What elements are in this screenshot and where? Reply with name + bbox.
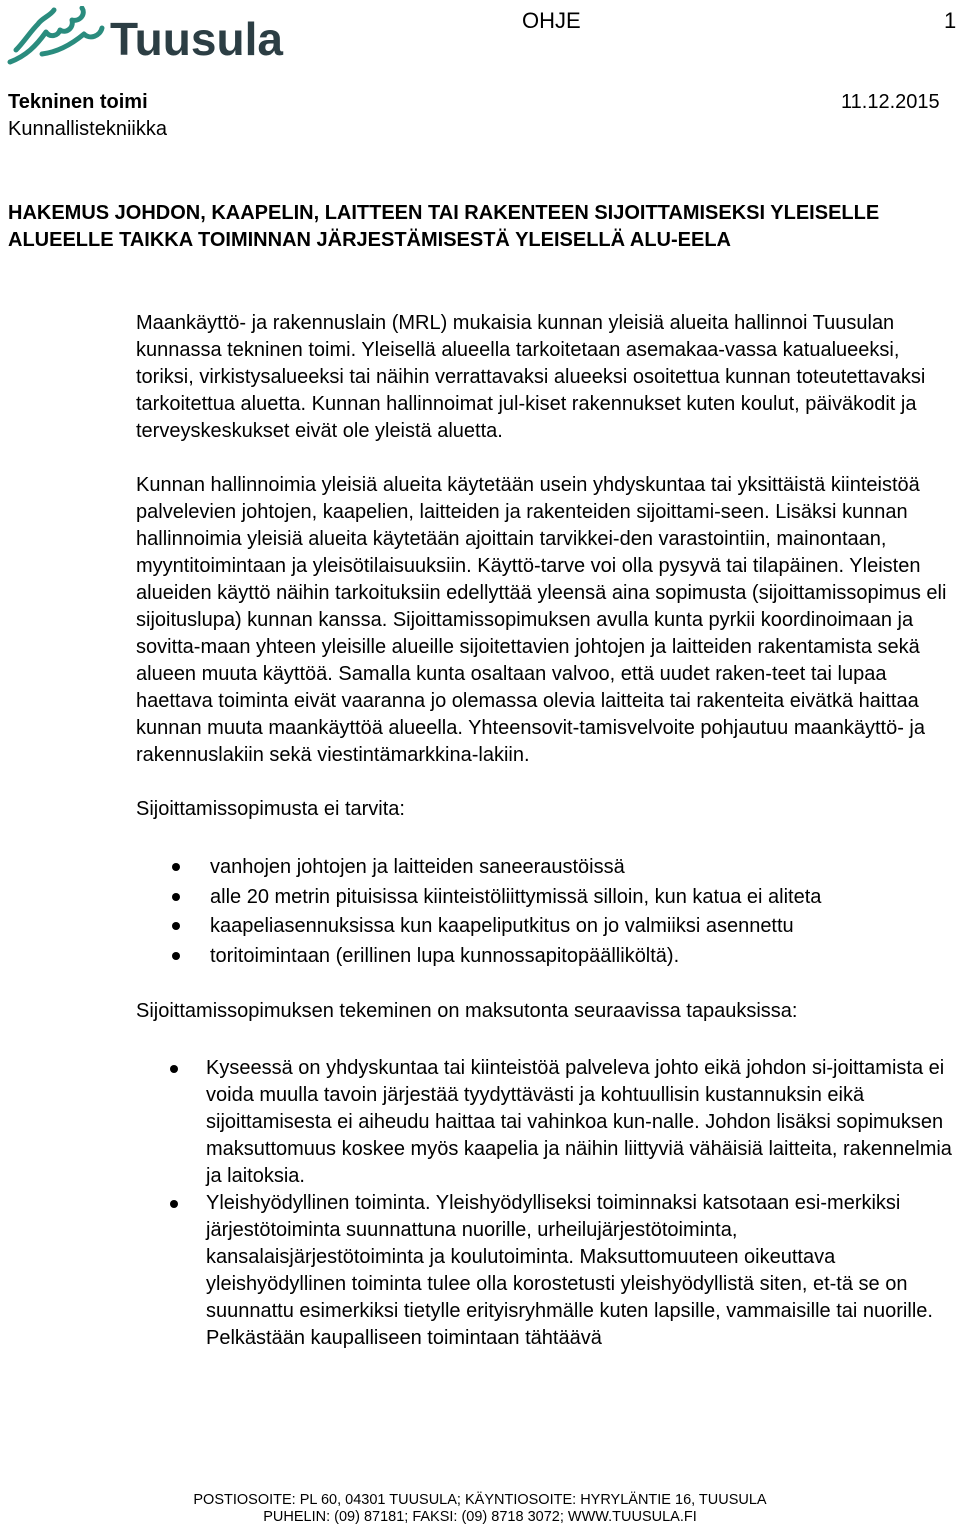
paragraph-intro: Maankäyttö- ja rakennuslain (MRL) mukaisia kunnan yleisiä alueita hallinnoi Tuusulan kunnassa tekninen toimi. Yleisellä alueella tarkoitetaan asemakaa-vassa katualueeksi, toriksi, virkistysalueeksi tai näihin verrattavaksi alueeksi osoitettua kunnan toteutettavaksi tarkoitettua aluetta. Kunnan hallinnoimat jul-kiset rakennukset kuten koulut, päiväkodit ja terveyskeskukset eivät ole yleistä aluetta. (136, 312, 926, 442)
page-number: 1 (944, 8, 957, 33)
free-of-charge-list (136, 1055, 956, 1352)
department: Tekninen toimi (8, 91, 148, 113)
list-item: alle 20 metrin pituisissa kiinteistöliittymissä silloin, kun katua ei aliteta (136, 883, 956, 913)
bullet-icon (172, 893, 180, 901)
bullet-icon (170, 1065, 178, 1073)
footer-address: POSTIOSOITE: PL 60, 04301 TUUSULA; KÄYNTIOSOITE: HYRYLÄNTIE 16, TUUSULA (193, 1492, 767, 1508)
paragraph-usage: Kunnan hallinnoimia yleisiä alueita käytetään usein yhdyskuntaa tai yksittäistä kiinteistöä palvelevien johtojen, kaapelien, laitteiden ja rakenteiden sijoittami-seen. Lisäksi kunnan hallinnoimia yleisiä alueita käytetään ajoittain tarvikkei-den varastointiin, mainontaan, myyntitoimintaan ja yleisötilaisuuksiin. Käyttö-tarve voi olla pysyvä tai tilapäinen. Yleisten alueiden käyttö näihin tarkoituksiin edellyttää yleensä aina sopimusta (sijoittamissopimus eli sijoituslupa) kunnan kanssa. Sijoittamissopimuksen avulla kunta pyrkii koordinoimaan ja sovitta-maan yhteen yleisille alueille sijoitettavien johtojen ja laitteiden rakentamista sekä alueen muuta käyttöä. Samalla kunta osaltaan valvoo, että uudet raken-teet tai lupaa haettava toiminta eivät vaaranna jo olemassa olevia laitteita tai rakenteita eivätkä haittaa kunnan muuta maankäyttöä alueella. Yhteensovit-tamisvelvoite pohjautuu maankäyttö- ja rakennuslakiin sekä viestintämarkkina-lakiin. (136, 474, 947, 766)
list1-lead: Sijoittamissopimusta ei tarvita: (136, 798, 405, 820)
no-agreement-list (136, 853, 956, 971)
list-item: toritoimintaan (erillinen lupa kunnossapitopäälliköltä). (136, 942, 956, 972)
bullet-icon (170, 1200, 178, 1208)
list-item: vanhojen johtojen ja laitteiden saneeraustöissä (136, 853, 956, 883)
footer-contact: PUHELIN: (09) 87181; FAKSI: (09) 8718 3072; WWW.TUUSULA.FI (263, 1509, 697, 1525)
bullet-icon (172, 922, 180, 930)
logo-wordmark: Tuusula (110, 13, 283, 65)
list-item: Yleishyödyllinen toiminta. Yleishyödylliseksi toiminnaksi katsotaan esi-merkiksi järjestötoiminta suunnattuna nuorille, urheilujärjestötoiminta, kansalaisjärjestötoiminta ja koulutoiminta. Maksuttomuuteen oikeuttava yleishyödyllinen toiminta tulee olla korostetusti yleishyödyllistä siten, et-tä se on suunnattu esimerkiksi tietylle erityisryhmälle kuten lapsille, vammaisille tai nuorille. Pelkästään kaupalliseen toimintaan tähtäävä (136, 1190, 956, 1352)
oak-leaf-icon (10, 8, 102, 62)
document-title: HAKEMUS JOHDON, KAAPELIN, LAITTEEN TAI RAKENTEEN SIJOITTAMISEKSI YLEISELLE ALUEELLE TAIKKA TOIMINNAN JÄRJESTÄMISESTÄ YLEISELLÄ ALU-EELA (8, 202, 880, 251)
bullet-icon (172, 952, 180, 960)
document-type: OHJE (522, 8, 581, 33)
document-date: 11.12.2015 (841, 91, 940, 113)
unit-name: Kunnallistekniikka (8, 118, 167, 140)
list-item: Kyseessä on yhdyskuntaa tai kiinteistöä palveleva johto eikä johdon si-joittamista ei voida muulla tavoin järjestää tyydyttävästi ja kohtuullisin kustannuksin eikä sijoittamisesta ei aiheudu haittaa tai vahinkoa kun-nalle. Johdon lisäksi sopimuksen maksuttomuus koskee myös kaapelia ja näihin liittyviä vähäisiä laitteita, rakennelmia ja laitoksia. (136, 1055, 956, 1190)
list-item: kaapeliasennuksissa kun kaapeliputkitus on jo valmiiksi asennettu (136, 912, 956, 942)
tuusula-logo (6, 6, 296, 68)
list2-lead: Sijoittamissopimuksen tekeminen on maksutonta seuraavissa tapauksissa: (136, 1000, 798, 1022)
bullet-icon (172, 863, 180, 871)
body-content (136, 310, 956, 1352)
footer (0, 1492, 960, 1526)
